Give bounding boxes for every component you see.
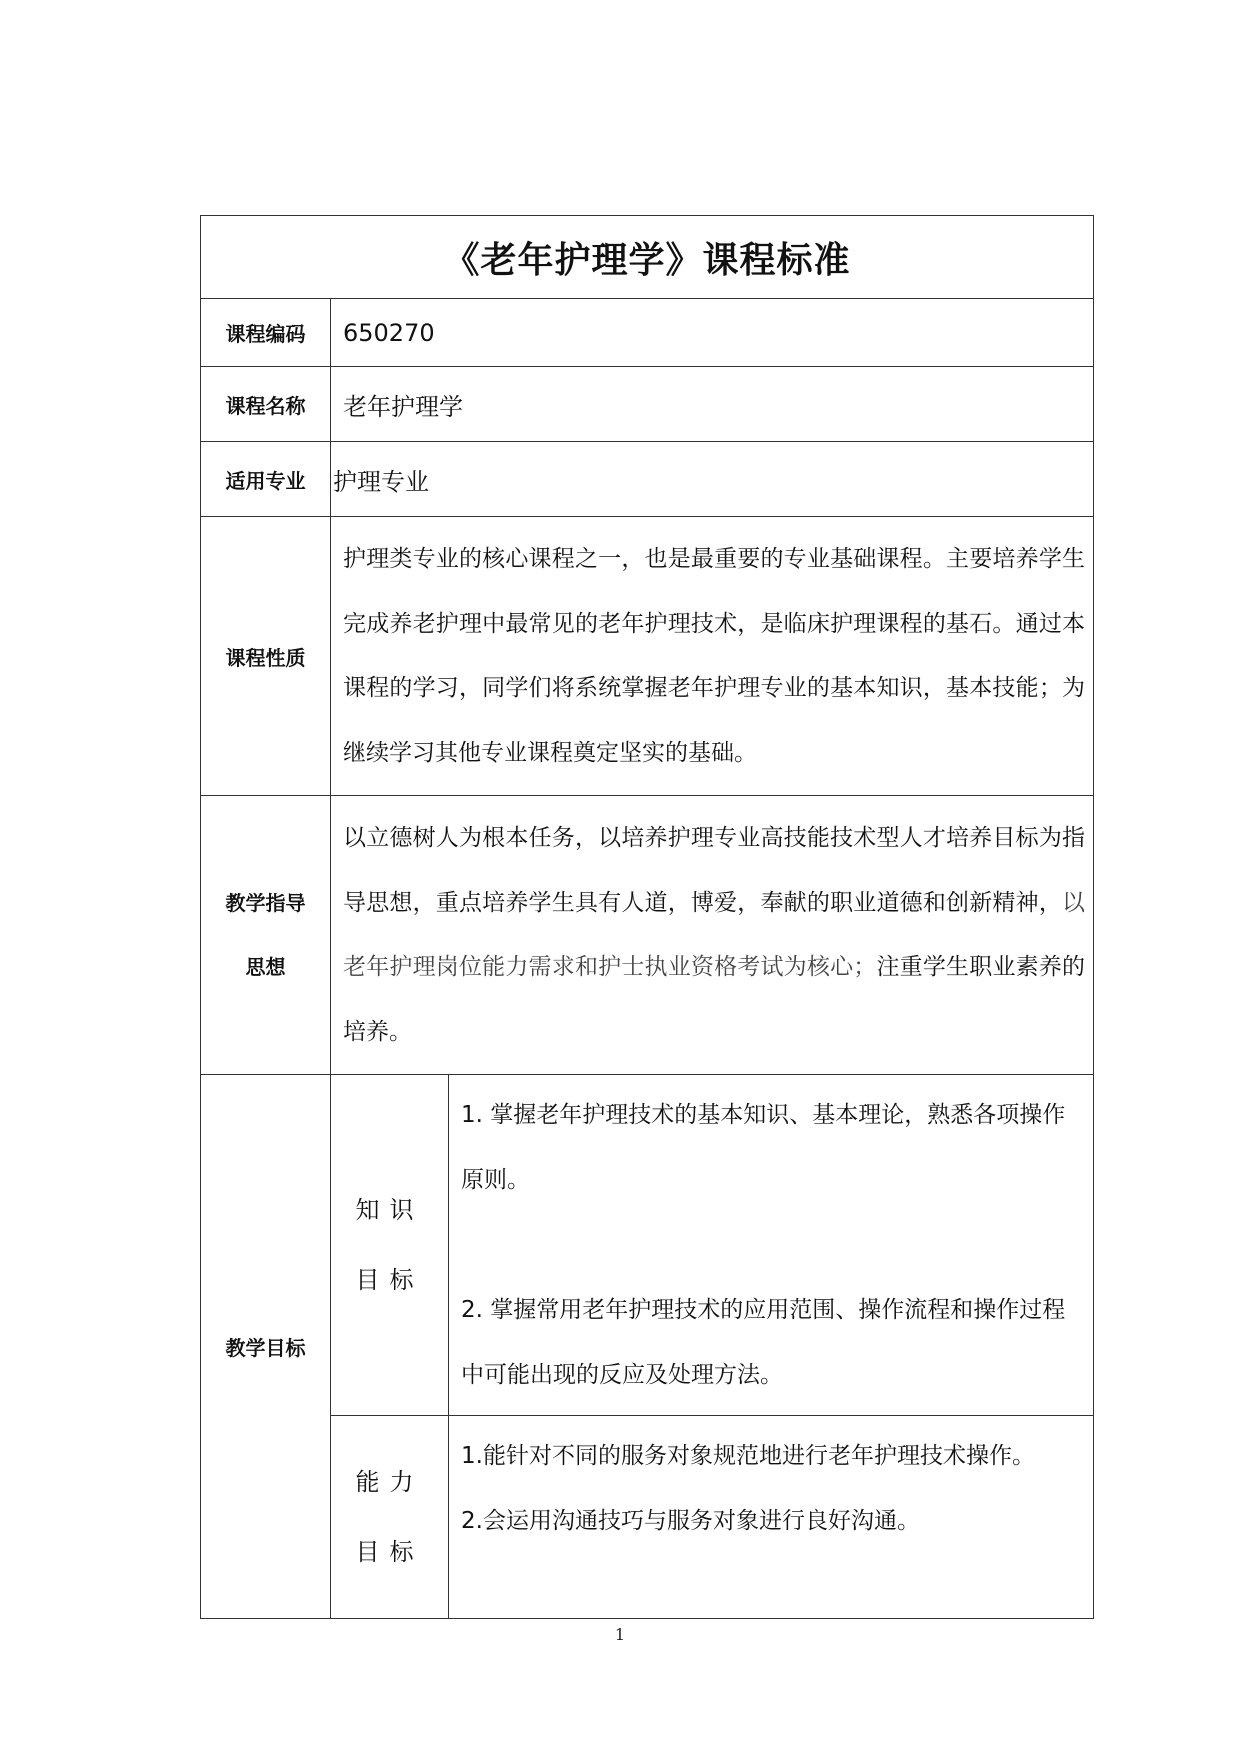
ability-objective-label-line1: 能力 [355, 1468, 424, 1496]
ability-objective-row [201, 1416, 1094, 1619]
teaching-guidance-label [201, 796, 331, 1075]
ability-objective-label-line2: 目标 [355, 1538, 424, 1566]
applicable-major-label: 适用专业 [201, 442, 331, 517]
title-row [201, 216, 1094, 299]
teaching-guidance-text-2: 以老年护理岗位能力需求和护士执业资格考试为核心； [343, 889, 1086, 980]
document-title: 《老年护理学》课程标准 [201, 216, 1094, 299]
course-code-row [201, 299, 1094, 367]
knowledge-objective-row [201, 1075, 1094, 1416]
teaching-guidance-row [201, 796, 1094, 1075]
course-nature-label: 课程性质 [201, 517, 331, 796]
knowledge-objective-label-line2: 目标 [355, 1266, 424, 1294]
teaching-guidance-text-1: 以立德树人为根本任务，以培养护理专业高技能技术型人才培养目标为指导思想，重点培养学生具有人道，博爱，奉献的职业道德和创新精神， [343, 825, 1086, 916]
knowledge-objective-label [331, 1075, 449, 1416]
teaching-guidance-value [331, 796, 1094, 1075]
knowledge-objective-content [449, 1075, 1094, 1416]
teaching-guidance-label-line2: 思想 [245, 955, 286, 979]
ability-objective-item-1: 1.能针对不同的服务对象规范地进行老年护理技术操作。 [461, 1443, 1035, 1469]
applicable-major-value: 护理专业 [331, 442, 1094, 517]
course-name-label: 课程名称 [201, 367, 331, 442]
page-number: 1 [614, 1625, 626, 1644]
ability-objective-content [449, 1416, 1094, 1619]
applicable-major-row [201, 442, 1094, 517]
ability-objective-label [331, 1416, 449, 1619]
knowledge-objective-item-2: 2. 掌握常用老年护理技术的应用范围、操作流程和操作过程中可能出现的反应及处理方法。 [461, 1297, 1066, 1388]
teaching-guidance-text-3: 注重学生职业素养的培养。 [343, 954, 1086, 1045]
course-nature-row [201, 517, 1094, 796]
knowledge-objective-label-line1: 知识 [355, 1196, 424, 1224]
course-name-row [201, 367, 1094, 442]
course-nature-value: 护理类专业的核心课程之一，也是最重要的专业基础课程。主要培养学生完成养老护理中最常见的老年护理技术，是临床护理课程的基石。通过本课程的学习，同学们将系统掌握老年护理专业的基本知识，基本技能；为继续学习其他专业课程奠定坚实的基础。 [331, 517, 1094, 796]
knowledge-objective-item-1: 1. 掌握老年护理技术的基本知识、基本理论，熟悉各项操作原则。 [461, 1102, 1066, 1193]
course-code-label: 课程编码 [201, 299, 331, 367]
ability-objective-item-2: 2.会运用沟通技巧与服务对象进行良好沟通。 [461, 1507, 920, 1534]
course-standard-table [200, 215, 1094, 1619]
course-name-value: 老年护理学 [331, 367, 1094, 442]
teaching-objectives-label: 教学目标 [201, 1075, 331, 1619]
course-code-value: 650270 [331, 299, 1094, 367]
teaching-guidance-label-line1: 教学指导 [225, 891, 306, 915]
